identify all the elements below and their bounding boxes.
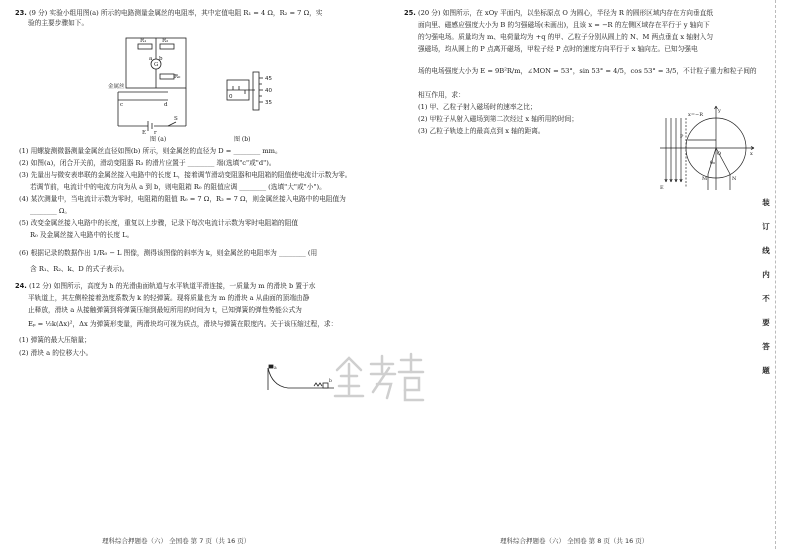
seal-char-4: 内 [762,270,770,279]
q23-item-6a: (6) 根据记录的数据作出 1/R₀ − L 图像，测得该图像的斜率为 k，则金属丝的电阻率为 ________ (用 [19,249,318,257]
q24-line-1: 24. (12 分) 如图所示，高度为 h 的光滑曲面轨道与水平轨道平滑连接，一质量为 m 的滑块 b 置于水 [15,282,316,290]
r2-label: R₂ [162,38,169,44]
node-d-label: d [164,102,168,108]
r1-label: R₁ [140,38,147,44]
point-n-label: N [732,176,737,182]
axis-x-label: x [750,151,753,157]
node-b-label: b [159,56,163,62]
q24-number: 24. [15,282,27,290]
q24-line-2: 平轨道上，其左侧栓接着劲度系数为 k 的轻弹簧。现将质量也为 m 的滑块 a 从曲面的顶端由静 [28,294,310,302]
right-page [400,0,800,549]
switch-label: S [174,116,178,122]
seal-char-1: 装 [762,198,770,207]
q23-number: 23. [15,9,27,17]
micrometer-diagram [225,68,285,118]
block-b-label: b [329,379,332,384]
wire-label: 金属丝 [108,84,125,90]
q24-line-3: 止释放，滑块 a 从接触弹簧到将弹簧压缩到最短所用的时间为 t，已知弹簧的弹性势能公式为 [28,306,302,314]
q23-item-6b: 含 R₁、R₂、k、D 的式子表示)。 [30,265,129,273]
q23-item-1: (1) 用螺旋测微器测量金属丝直径如图(b) 所示，则金属丝的直径为 D = ________ mm。 [19,147,282,155]
micrometer-tick-45: 45 [265,76,272,82]
q23-item-5b: R₀ 及金属丝接入电路中的长度 L。 [30,231,134,239]
seal-char-7: 答 [762,342,770,351]
emf-label: E [142,130,147,134]
origin-label: O [717,151,722,157]
node-c-label: c [120,102,124,108]
q23-item-2: (2) 如图(a)，闭合开关前，滑动变阻器 R₃ 的滑片应置于 ________ 端(选填"c"或"d")。 [19,159,276,167]
fig-b-caption: 图 (b) [234,136,251,143]
seal-char-2: 订 [762,222,770,231]
q25-line-6: 相互作用，求： [418,91,465,99]
internal-r-label: r [154,130,157,134]
axis-y-label: y [718,108,721,114]
binding-line [775,0,776,549]
q23-line-1: 23. (9 分) 实验小组用图(a) 所示的电路测量金属丝的电阻率，其中定值电阻 R₁ = 4 Ω，R₂ = 7 Ω，实 [15,9,323,17]
fig-a-caption: 图 (a) [150,136,167,143]
q23-item-3b: 若调节前，电流计中的电流方向为从 a 到 b，则电阻箱 R₀ 的阻值应调 ________ (选填"大"或"小")。 [30,183,326,191]
node-a-label: a [149,56,153,62]
point-m-label: M [702,176,708,182]
field-e-label: E [660,185,664,191]
q23-item-3a: (3) 先量出与微安表串联的金属丝接入电路中的长度 L，接着调节滑动变阻器和电阻箱的阻值使电流计示数为零。 [19,171,352,179]
q25-number: 25. [404,9,416,17]
seal-char-5: 不 [762,294,770,303]
footer-page-8: 理科综合押题卷（六） 全国卷 第 8 页（共 16 页） [500,537,649,545]
q24-item-2: (2) 滑块 a 的位移大小。 [19,349,93,357]
q25-line-3: 的匀强电场。质量均为 m、电荷量均为 +q 的甲、乙粒子分别从圆上的 N、M 两点垂直 x 轴射入匀 [418,33,714,41]
q23-line-2: 验的主要步骤如下。 [28,19,89,27]
point-p-label: P [680,134,684,140]
q23-item-4a: (4) 某次测量中，当电流计示数为零时，电阻箱的阻值 R₀ = 7 Ω，R₂ = 7 Ω，则金属丝接入电路中的电阻值为 [19,195,346,203]
q23-item-5a: (5) 改变金属丝接入电路中的长度，重复以上步骤，记录下每次电流计示数为零时电阻箱的阻值 [19,219,299,227]
block-a-label: a [274,366,277,371]
q25-line-1: 25. (20 分) 如图所示，在 xOy 平面内，以坐标原点 O 为圆心，半径为 R 的圆形区域内存在方向垂直纸 [404,9,714,17]
q24-line-4: Eₚ = ½k(Δx)²，Δx 为弹簧形变量，两滑块均可视为质点，滑块与弹簧在限度内。关于该压缩过程，求： [28,320,338,328]
q25-item-3: (3) 乙粒子轨迹上的最高点到 x 轴的距离。 [418,127,545,135]
q25-line-5: 场的电场强度大小为 E = 9B²R/m，∠MON = 53°，sin 53° = 4/5，cos 53° = 3/5，不计粒子重力和粒子间的 [418,67,757,75]
field-diagram [658,104,758,192]
micrometer-tick-40: 40 [265,88,272,94]
seal-char-3: 线 [762,246,770,255]
micrometer-tick-35: 35 [265,100,272,106]
seal-char-8: 题 [762,366,770,375]
seal-char-6: 要 [762,318,770,327]
q25-line-4: 强磁场，均从圆上的 P 点离开磁场，甲粒子经 P 点时的速度方向平行于 x 轴向左。已知匀强电 [418,45,698,53]
footer-page-7: 理科综合押题卷（六） 全国卷 第 7 页（共 16 页） [102,537,251,545]
q25-item-1: (1) 甲、乙粒子射入磁场时的速率之比； [418,103,537,111]
r0-label: R₀ [174,74,181,80]
track-diagram [266,364,336,392]
angle-label: θ₀ [710,160,716,166]
q23-item-4b: ________ Ω。 [30,207,72,215]
q25-line-2: 面向里、磁感应强度大小为 B 的匀强磁场(未画出)，且该 x = −R 的左侧区域存在平行于 y 轴向下 [418,21,710,29]
line-x-minus-r-label: x=−R [688,112,703,118]
q25-item-2: (2) 甲粒子从射入磁场到第二次经过 x 轴所用的时间； [418,115,579,123]
micrometer-zero: 0 [229,94,233,100]
q24-item-1: (1) 弹簧的最大压缩量； [19,336,91,344]
galvanometer-label: G [154,62,159,68]
circuit-diagram [108,30,208,134]
